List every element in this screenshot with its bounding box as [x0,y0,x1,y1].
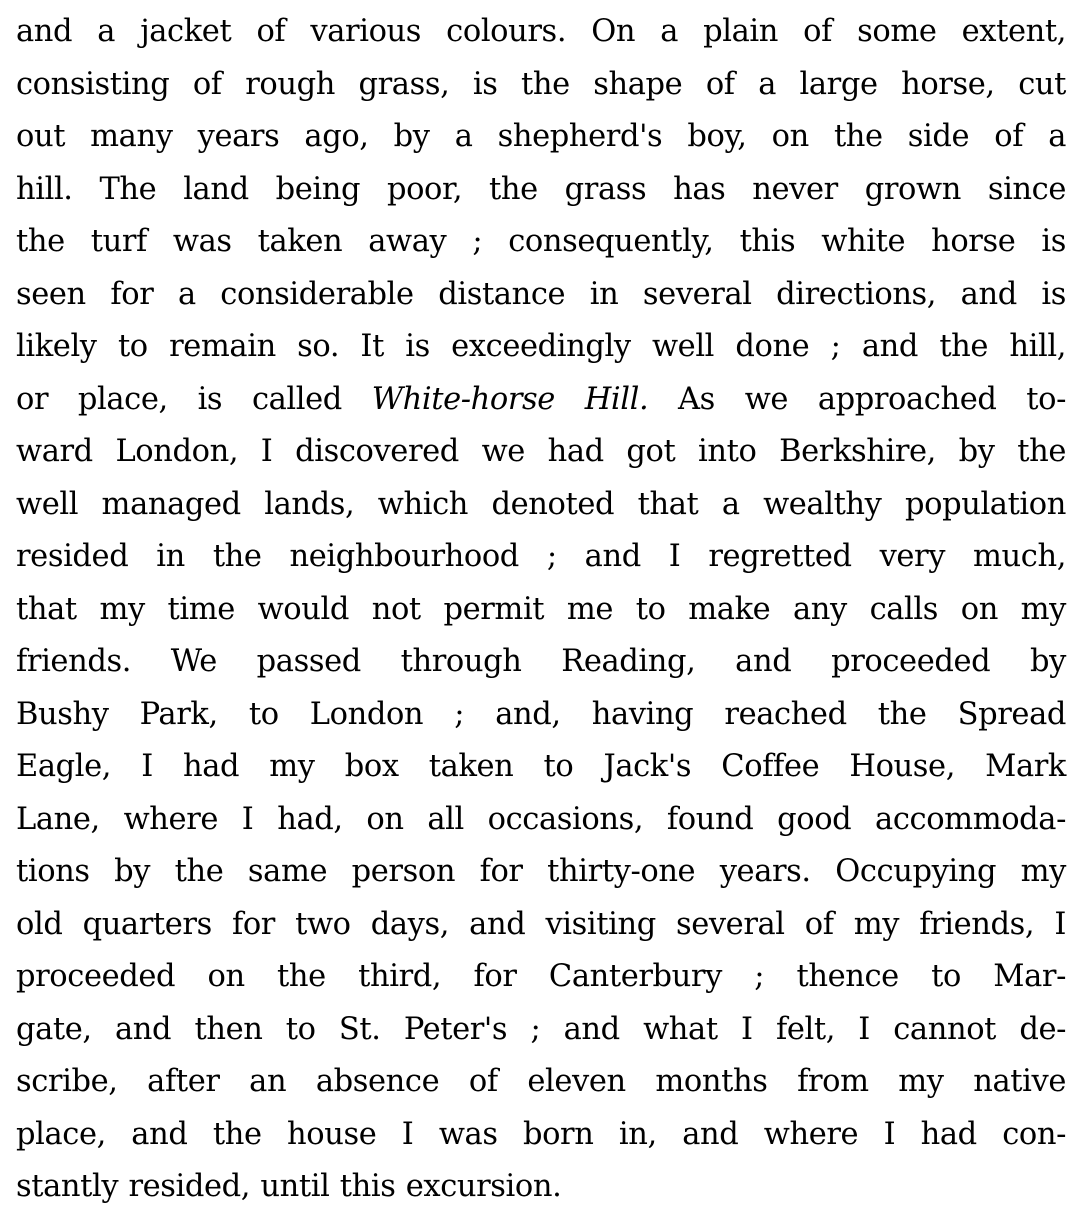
text-line-8-pre: or place, is called [16,381,372,417]
text-line-19: proceeded on the third, for Canterbury ; thence to Mar- [16,959,1066,994]
text-line-18: old quarters for two days, and visiting several of my friends, I [16,906,1066,942]
text-line-14: Bushy Park, to London ; and, having reached the Spread [16,696,1066,732]
text-line-16: Lane, where I had, on all occasions, found good accommoda- [16,801,1066,837]
text-line-1: and a jacket of various colours. On a plain of some extent, [16,14,1066,49]
text-line-23: stantly resided, until this excursion. [16,1169,562,1204]
text-line-13: friends. We passed through Reading, and proceeded by [16,644,1066,679]
text-line-15: Eagle, I had my box taken to Jack's Coffee House, Mark [16,749,1066,784]
text-line-10: well managed lands, which denoted that a wealthy population [16,486,1066,522]
text-line-9: ward London, I discovered we had got into Berkshire, by the [16,434,1066,469]
text-line-17: tions by the same person for thirty-one years. Occupying my [16,854,1066,889]
text-line-22: place, and the house I was born in, and where I had con- [16,1116,1066,1152]
text-line-2: consisting of rough grass, is the shape of a large horse, cut [16,66,1066,102]
place-name-italic: White-horse Hill. [371,381,649,417]
text-line-7: likely to remain so. It is exceedingly well done ; and the hill, [16,329,1066,364]
text-line-4: hill. The land being poor, the grass has never grown since [16,171,1066,207]
text-line-12: that my time would not permit me to make any calls on my [16,591,1066,627]
text-line-20: gate, and then to St. Peter's ; and what I felt, I cannot de- [16,1011,1066,1047]
text-line-8-post: As we approached to- [648,381,1066,417]
text-line-21: scribe, after an absence of eleven months from my native [16,1064,1066,1099]
text-line-5: the turf was taken away ; consequently, this white horse is [16,224,1066,259]
text-line-6: seen for a considerable distance in several directions, and is [16,276,1066,312]
text-line-3: out many years ago, by a shepherd's boy, on the side of a [16,119,1066,154]
text-line-11: resided in the neighbourhood ; and I regretted very much, [16,539,1066,574]
text-line-8 [16,374,1066,427]
book-page [16,6,1066,1214]
